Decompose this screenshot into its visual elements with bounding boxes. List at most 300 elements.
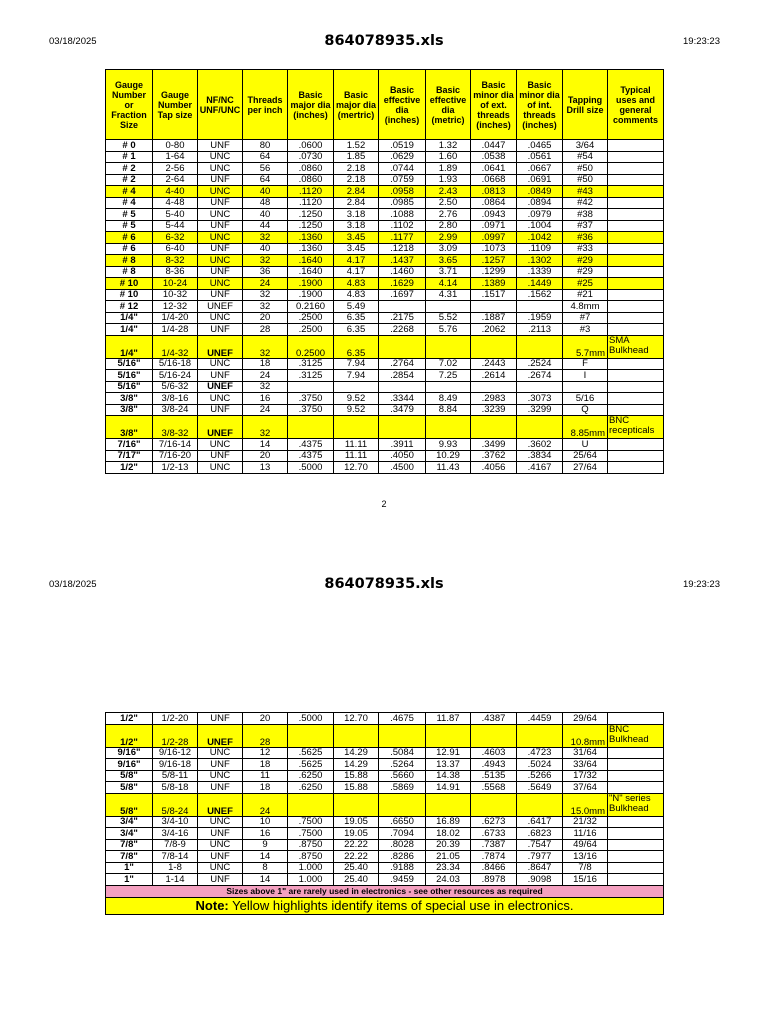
- table-cell: 1.85: [334, 151, 379, 163]
- column-header: Tapping Drill size: [563, 70, 608, 140]
- table-cell: .2500: [288, 324, 334, 336]
- table-cell: [608, 289, 664, 301]
- table-cell: [608, 450, 664, 462]
- table-cell: .5084: [379, 747, 426, 759]
- table-cell: UNC: [198, 358, 243, 370]
- table-cell: .1257: [471, 255, 517, 267]
- table-cell: .1218: [379, 243, 426, 255]
- table-cell: #33: [563, 243, 608, 255]
- table-cell: [471, 724, 517, 747]
- document-title: 864078935.xls: [324, 576, 444, 592]
- table-cell: [471, 301, 517, 313]
- table-cell: 7/8-14: [153, 851, 198, 863]
- table-cell: 8.84: [426, 404, 471, 416]
- table-cell: 2.18: [334, 174, 379, 186]
- table-cell: [288, 724, 334, 747]
- table-cell: 6-40: [153, 243, 198, 255]
- column-header: Typical uses and general comments: [608, 70, 664, 140]
- table-cell: # 10: [106, 278, 153, 290]
- table-cell: [608, 209, 664, 221]
- table-cell: 1/4": [106, 312, 153, 324]
- table-cell: .9188: [379, 862, 426, 874]
- table-cell: [288, 381, 334, 393]
- table-cell: .7500: [288, 816, 334, 828]
- table-cell: .1250: [288, 220, 334, 232]
- table-cell: [517, 381, 563, 393]
- table-cell: [608, 404, 664, 416]
- table-cell: 6.35: [334, 312, 379, 324]
- table-cell: 33/64: [563, 759, 608, 771]
- table-cell: 2.84: [334, 197, 379, 209]
- table-cell: UNEF: [198, 416, 243, 439]
- table-cell: 5/16": [106, 381, 153, 393]
- table-row: [106, 759, 664, 771]
- table-cell: UNF: [198, 289, 243, 301]
- table-cell: 3/4-16: [153, 828, 198, 840]
- table-cell: 3/4-10: [153, 816, 198, 828]
- table-cell: .2674: [517, 370, 563, 382]
- table-cell: 5-40: [153, 209, 198, 221]
- table-cell: .3762: [471, 450, 517, 462]
- table-cell: 1/4-32: [153, 335, 198, 358]
- table-cell: 3/8-32: [153, 416, 198, 439]
- table-cell: .2983: [471, 393, 517, 405]
- table-cell: .0985: [379, 197, 426, 209]
- table-cell: [608, 266, 664, 278]
- table-cell: 14.29: [334, 747, 379, 759]
- table-cell: .1250: [288, 209, 334, 221]
- table-cell: 1/4-28: [153, 324, 198, 336]
- table-cell: .1073: [471, 243, 517, 255]
- table-cell: # 4: [106, 186, 153, 198]
- table-cell: UNF: [198, 243, 243, 255]
- table-cell: 5/8-24: [153, 793, 198, 816]
- table-row: [106, 393, 664, 405]
- table-cell: 7/8: [563, 862, 608, 874]
- table-cell: # 6: [106, 243, 153, 255]
- table-cell: .7977: [517, 851, 563, 863]
- table-cell: 2.76: [426, 209, 471, 221]
- table-cell: 32: [243, 301, 288, 313]
- note-label: Note:: [195, 898, 229, 913]
- table-cell: 5/16": [106, 370, 153, 382]
- table-cell: 11.11: [334, 439, 379, 451]
- table-cell: UNF: [198, 874, 243, 886]
- table-cell: [608, 770, 664, 782]
- table-cell: 17/32: [563, 770, 608, 782]
- table-cell: 16.89: [426, 816, 471, 828]
- table-row: [106, 289, 664, 301]
- table-row: [106, 439, 664, 451]
- table-cell: 14: [243, 439, 288, 451]
- table-cell: 5/8": [106, 782, 153, 794]
- table-cell: [471, 381, 517, 393]
- table-cell: UNEF: [198, 335, 243, 358]
- table-cell: .0667: [517, 163, 563, 175]
- table-cell: 1.89: [426, 163, 471, 175]
- table-cell: .4723: [517, 747, 563, 759]
- table-cell: [608, 324, 664, 336]
- table-cell: 10: [243, 816, 288, 828]
- table-cell: .6250: [288, 770, 334, 782]
- table-cell: 1-64: [153, 151, 198, 163]
- table-row: [106, 724, 664, 747]
- table-cell: UNF: [198, 851, 243, 863]
- table-cell: #29: [563, 255, 608, 267]
- table-cell: UNF: [198, 174, 243, 186]
- table-cell: 3/64: [563, 140, 608, 152]
- table-cell: 5/16": [106, 358, 153, 370]
- table-cell: UNEF: [198, 724, 243, 747]
- table-cell: [517, 793, 563, 816]
- table-cell: [334, 793, 379, 816]
- thread-table-page1: [105, 69, 664, 474]
- table-cell: 11.87: [426, 713, 471, 725]
- table-row: [106, 839, 664, 851]
- table-row: [106, 232, 664, 244]
- table-cell: 1.52: [334, 140, 379, 152]
- table-cell: UNC: [198, 770, 243, 782]
- table-cell: .1640: [288, 255, 334, 267]
- table-cell: 22.22: [334, 851, 379, 863]
- print-date: 03/18/2025: [49, 579, 97, 590]
- table-cell: #21: [563, 289, 608, 301]
- column-header: Threads per inch: [243, 70, 288, 140]
- table-cell: .6733: [471, 828, 517, 840]
- table-cell: 3/8": [106, 393, 153, 405]
- table-cell: 14: [243, 851, 288, 863]
- table-cell: UNF: [198, 450, 243, 462]
- column-header: NF/NC UNF/UNC: [198, 70, 243, 140]
- table-cell: 12.91: [426, 747, 471, 759]
- table-cell: 6.35: [334, 335, 379, 358]
- table-cell: UNF: [198, 370, 243, 382]
- table-cell: # 6: [106, 232, 153, 244]
- table-cell: UNC: [198, 393, 243, 405]
- table-cell: UNC: [198, 163, 243, 175]
- table-cell: [608, 393, 664, 405]
- footnote-text: Sizes above 1" are rarely used in electronics - see other resources as required: [106, 885, 664, 897]
- table-cell: 5-44: [153, 220, 198, 232]
- table-cell: BNC Bulkhead: [608, 724, 664, 747]
- table-cell: 40: [243, 243, 288, 255]
- table-cell: #37: [563, 220, 608, 232]
- table-cell: UNF: [198, 404, 243, 416]
- table-cell: [334, 724, 379, 747]
- table-cell: .3834: [517, 450, 563, 462]
- page-number: 2: [381, 499, 387, 509]
- footnote-row: [106, 885, 664, 897]
- table-cell: 40: [243, 186, 288, 198]
- table-cell: [379, 724, 426, 747]
- table-cell: "N" series Bulkhead: [608, 793, 664, 816]
- table-cell: # 12: [106, 301, 153, 313]
- table-row: [106, 404, 664, 416]
- table-cell: UNC: [198, 462, 243, 474]
- table-cell: 1/4": [106, 335, 153, 358]
- table-cell: UNC: [198, 186, 243, 198]
- column-header: Basic effective dia (metric): [426, 70, 471, 140]
- table-cell: .2764: [379, 358, 426, 370]
- table-cell: .0864: [471, 197, 517, 209]
- table-cell: 32: [243, 335, 288, 358]
- table-cell: UNF: [198, 713, 243, 725]
- table-cell: [608, 174, 664, 186]
- table-cell: UNF: [198, 324, 243, 336]
- table-cell: 4.83: [334, 278, 379, 290]
- thread-table-page2: [105, 712, 664, 915]
- table-row: [106, 713, 664, 725]
- table-cell: 5.49: [334, 301, 379, 313]
- table-cell: 21/32: [563, 816, 608, 828]
- table-cell: 10.8mm: [563, 724, 608, 747]
- table-cell: .2443: [471, 358, 517, 370]
- table-cell: .1102: [379, 220, 426, 232]
- table-cell: [563, 381, 608, 393]
- table-cell: .0538: [471, 151, 517, 163]
- table-cell: 4-48: [153, 197, 198, 209]
- table-cell: Q: [563, 404, 608, 416]
- table-row: [106, 335, 664, 358]
- table-cell: [608, 439, 664, 451]
- table-cell: [608, 301, 664, 313]
- table-row: [106, 301, 664, 313]
- table-cell: UNC: [198, 278, 243, 290]
- table-cell: .9459: [379, 874, 426, 886]
- table-cell: 12.70: [334, 462, 379, 474]
- table-row: [106, 862, 664, 874]
- note-text: Yellow highlights identify items of special use in electronics.: [228, 898, 574, 913]
- table-cell: [608, 197, 664, 209]
- table-cell: .4943: [471, 759, 517, 771]
- table-cell: 64: [243, 151, 288, 163]
- table-cell: [379, 416, 426, 439]
- table-cell: [471, 335, 517, 358]
- table-cell: 3/8": [106, 404, 153, 416]
- table-cell: 14: [243, 874, 288, 886]
- table-cell: .2854: [379, 370, 426, 382]
- table-cell: .6250: [288, 782, 334, 794]
- table-cell: 12.70: [334, 713, 379, 725]
- table-cell: .8647: [517, 862, 563, 874]
- table-cell: 3/4": [106, 828, 153, 840]
- table-cell: [608, 358, 664, 370]
- table-cell: 1-14: [153, 874, 198, 886]
- table-cell: [608, 220, 664, 232]
- table-cell: .3125: [288, 358, 334, 370]
- table-cell: 0-80: [153, 140, 198, 152]
- table-row: [106, 416, 664, 439]
- table-cell: .1360: [288, 243, 334, 255]
- table-cell: [471, 793, 517, 816]
- table-cell: 4-40: [153, 186, 198, 198]
- table-cell: I: [563, 370, 608, 382]
- table-cell: .1640: [288, 266, 334, 278]
- table-cell: .4375: [288, 439, 334, 451]
- table-cell: 7/16-20: [153, 450, 198, 462]
- table-cell: .1088: [379, 209, 426, 221]
- table-cell: [379, 793, 426, 816]
- table-cell: [426, 335, 471, 358]
- table-cell: 3/4": [106, 816, 153, 828]
- table-cell: .2614: [471, 370, 517, 382]
- table-cell: .1120: [288, 186, 334, 198]
- table-cell: 9/16": [106, 759, 153, 771]
- table-cell: [608, 255, 664, 267]
- table-cell: 7/8": [106, 839, 153, 851]
- table-cell: .6823: [517, 828, 563, 840]
- table-cell: # 5: [106, 220, 153, 232]
- table-cell: .3299: [517, 404, 563, 416]
- table-cell: 13/16: [563, 851, 608, 863]
- table-cell: 32: [243, 232, 288, 244]
- table-cell: 5/8": [106, 770, 153, 782]
- table-row: [106, 278, 664, 290]
- table-cell: [288, 416, 334, 439]
- table-cell: 25.40: [334, 874, 379, 886]
- table-cell: 4.83: [334, 289, 379, 301]
- table-cell: [608, 243, 664, 255]
- table-cell: .7387: [471, 839, 517, 851]
- table-cell: .4603: [471, 747, 517, 759]
- table-cell: # 8: [106, 266, 153, 278]
- table-cell: .2524: [517, 358, 563, 370]
- table-cell: .1177: [379, 232, 426, 244]
- table-cell: [517, 335, 563, 358]
- table-cell: 49/64: [563, 839, 608, 851]
- table-row: [106, 255, 664, 267]
- table-cell: 9/16-18: [153, 759, 198, 771]
- table-cell: 5/8-11: [153, 770, 198, 782]
- table-cell: 3/8-24: [153, 404, 198, 416]
- table-row: [106, 462, 664, 474]
- table-cell: 3/8-16: [153, 393, 198, 405]
- table-cell: .5264: [379, 759, 426, 771]
- table-cell: .9098: [517, 874, 563, 886]
- note-row: [106, 897, 664, 914]
- table-cell: #7: [563, 312, 608, 324]
- table-cell: 80: [243, 140, 288, 152]
- table-cell: .0860: [288, 163, 334, 175]
- table-cell: .1460: [379, 266, 426, 278]
- table-cell: #43: [563, 186, 608, 198]
- table-cell: 3/8": [106, 416, 153, 439]
- table-cell: 5/16-24: [153, 370, 198, 382]
- table-cell: 3.71: [426, 266, 471, 278]
- table-cell: [379, 381, 426, 393]
- table-cell: .0997: [471, 232, 517, 244]
- table-cell: 7/17": [106, 450, 153, 462]
- table-cell: .0971: [471, 220, 517, 232]
- column-header: Basic minor dia of ext. threads (inches): [471, 70, 517, 140]
- table-cell: [608, 151, 664, 163]
- table-cell: 15.88: [334, 782, 379, 794]
- table-cell: .5266: [517, 770, 563, 782]
- table-cell: 12: [243, 747, 288, 759]
- table-cell: 2-64: [153, 174, 198, 186]
- table-cell: 2-56: [153, 163, 198, 175]
- table-cell: UNC: [198, 816, 243, 828]
- table-cell: 23.34: [426, 862, 471, 874]
- table-cell: 13: [243, 462, 288, 474]
- table-cell: [608, 278, 664, 290]
- table-cell: 36: [243, 266, 288, 278]
- table-cell: .8750: [288, 851, 334, 863]
- table-cell: 4.17: [334, 266, 379, 278]
- table-cell: [608, 163, 664, 175]
- table-cell: .0561: [517, 151, 563, 163]
- table-cell: 28: [243, 724, 288, 747]
- table-cell: UNEF: [198, 793, 243, 816]
- table-cell: 19.05: [334, 816, 379, 828]
- table-cell: 18.02: [426, 828, 471, 840]
- table-cell: 1/4": [106, 324, 153, 336]
- table-cell: 3.09: [426, 243, 471, 255]
- table-cell: 5/6-32: [153, 381, 198, 393]
- table-cell: 28: [243, 324, 288, 336]
- table-cell: UNF: [198, 759, 243, 771]
- table-row: [106, 151, 664, 163]
- table-cell: 20: [243, 312, 288, 324]
- table-cell: 1-8: [153, 862, 198, 874]
- table-cell: .0759: [379, 174, 426, 186]
- table-cell: .1360: [288, 232, 334, 244]
- table-cell: 7/16": [106, 439, 153, 451]
- table-cell: UNC: [198, 439, 243, 451]
- table-cell: .3750: [288, 404, 334, 416]
- table-cell: [608, 462, 664, 474]
- table-row: [106, 197, 664, 209]
- table-row: [106, 243, 664, 255]
- print-date: 03/18/2025: [49, 36, 97, 47]
- table-row: [106, 747, 664, 759]
- table-cell: BNC recepticals: [608, 416, 664, 439]
- table-cell: .0691: [517, 174, 563, 186]
- table-cell: .1109: [517, 243, 563, 255]
- table-cell: 11.11: [334, 450, 379, 462]
- table-cell: .7094: [379, 828, 426, 840]
- table-cell: .1339: [517, 266, 563, 278]
- table-cell: [426, 301, 471, 313]
- table-cell: UNC: [198, 312, 243, 324]
- table-cell: 24: [243, 370, 288, 382]
- table-cell: # 2: [106, 163, 153, 175]
- table-cell: 27/64: [563, 462, 608, 474]
- print-time: 19:23:23: [683, 36, 720, 47]
- table-cell: .3750: [288, 393, 334, 405]
- table-cell: .0860: [288, 174, 334, 186]
- table-row: [106, 140, 664, 152]
- table-cell: #42: [563, 197, 608, 209]
- table-cell: 40: [243, 209, 288, 221]
- table-cell: .0600: [288, 140, 334, 152]
- table-cell: .0813: [471, 186, 517, 198]
- table-cell: .1562: [517, 289, 563, 301]
- table-cell: .1042: [517, 232, 563, 244]
- table-cell: .5568: [471, 782, 517, 794]
- table-cell: 16: [243, 828, 288, 840]
- table-cell: 0.2160: [288, 301, 334, 313]
- table-cell: # 10: [106, 289, 153, 301]
- table-cell: 1/2-28: [153, 724, 198, 747]
- table-cell: .0668: [471, 174, 517, 186]
- table-cell: [426, 793, 471, 816]
- table-cell: # 5: [106, 209, 153, 221]
- table-cell: [517, 416, 563, 439]
- table-cell: .4500: [379, 462, 426, 474]
- table-cell: .4050: [379, 450, 426, 462]
- table-cell: # 4: [106, 197, 153, 209]
